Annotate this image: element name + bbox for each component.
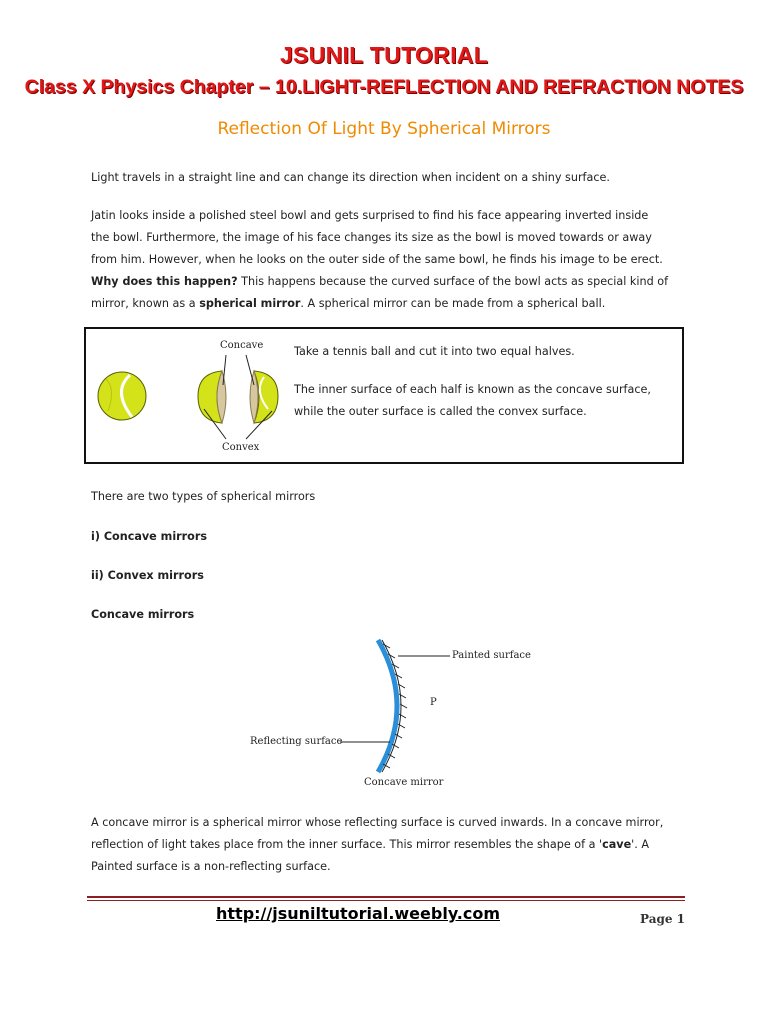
story-paragraph (91, 205, 691, 315)
story-line-3: from him. However, when he looks on the outer side of the same bowl, he finds his image to be erect. (91, 253, 663, 266)
right-ball-half (250, 371, 278, 423)
concave-description (91, 812, 691, 878)
story-line-4: This happens because the curved surface of the bowl acts as special kind of (237, 275, 669, 288)
concave-desc-line-1: A concave mirror is a spherical mirror whose reflecting surface is curved inwards. In a concave mirror, (91, 816, 664, 829)
left-ball-half (198, 371, 226, 423)
why-question: Why does this happen? (91, 275, 238, 288)
painted-surface-label: Painted surface (452, 650, 531, 661)
footer-divider (87, 896, 685, 898)
document-title: JSUNIL TUTORIAL (279, 42, 489, 68)
types-intro: There are two types of spherical mirrors (91, 490, 316, 503)
intro-paragraph: Light travels in a straight line and can change its direction when incident on a shiny surface. (91, 171, 610, 184)
story-line-5-start: mirror, known as a (91, 297, 200, 310)
concave-desc-line-3: Painted surface is a non-reflecting surface. (91, 860, 331, 873)
concave-heading: Concave mirrors (91, 608, 195, 621)
concave-desc-line-2-end: '. A (631, 838, 650, 851)
box-text-1: Take a tennis ball and cut it into two equal halves. (294, 345, 575, 358)
box-text-2: The inner surface of each half is known as the concave surface, (294, 383, 651, 396)
section-title: Reflection Of Light By Spherical Mirrors (217, 119, 551, 139)
type-concave: i) Concave mirrors (91, 530, 208, 543)
concave-desc-line-2-start: reflection of light takes place from the inner surface. This mirror resembles the shape of a ' (91, 838, 603, 851)
cave-term: cave (602, 838, 632, 851)
page-number: Page 1 (640, 912, 686, 926)
chapter-subtitle: Class X Physics Chapter – 10.LIGHT-REFLECTION AND REFRACTION NOTES (24, 76, 744, 98)
pole-label: P (430, 697, 437, 708)
tennis-ball-box (84, 327, 684, 464)
convex-label: Convex (222, 442, 260, 453)
concave-mirror-caption: Concave mirror (364, 777, 444, 788)
reflecting-surface-label: Reflecting surface (250, 736, 343, 747)
type-convex: ii) Convex mirrors (91, 569, 204, 582)
footer-divider-thin (87, 900, 685, 901)
spherical-mirror-term: spherical mirror (199, 297, 301, 310)
footer-website-link[interactable]: http://jsuniltutorial.weebly.com (216, 904, 501, 923)
concave-label: Concave (220, 340, 264, 351)
story-line-5-end: . A spherical mirror can be made from a spherical ball. (300, 297, 606, 310)
story-line-1: Jatin looks inside a polished steel bowl and gets surprised to find his face appearing inverted inside (91, 209, 649, 222)
whole-tennis-ball (98, 372, 146, 420)
story-line-2: the bowl. Furthermore, the image of his face changes its size as the bowl is moved towards or away (91, 231, 652, 244)
box-text-3: while the outer surface is called the convex surface. (294, 405, 587, 418)
